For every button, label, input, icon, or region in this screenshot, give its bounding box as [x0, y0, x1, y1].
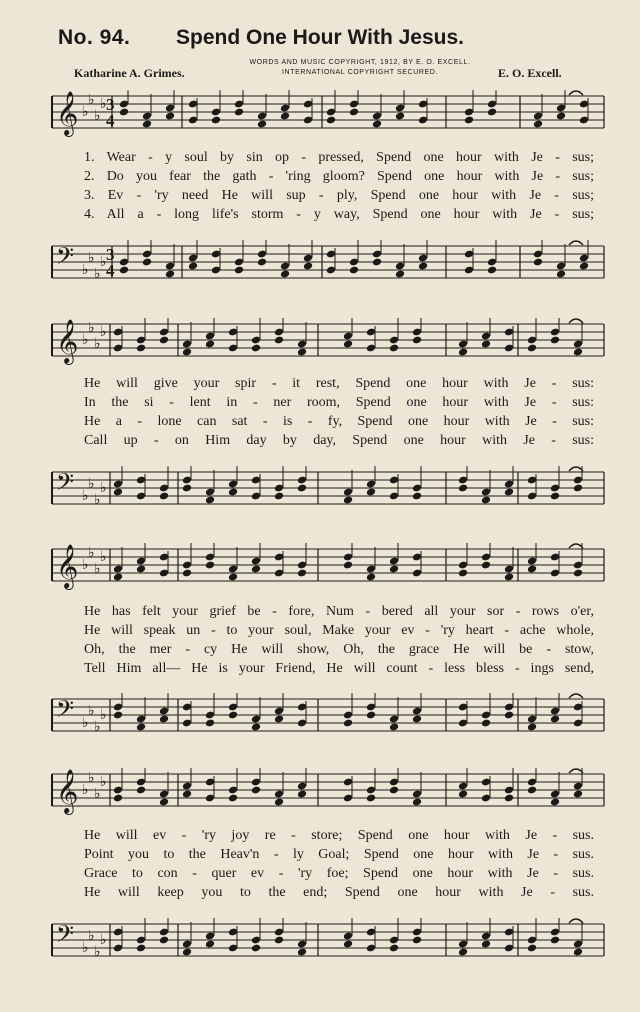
note-head	[119, 108, 129, 117]
time-signature-digit: 3	[106, 245, 115, 264]
flat-sign-icon: ♭	[82, 940, 89, 956]
hymn-title: Spend One Hour With Jesus.	[176, 26, 465, 49]
flat-sign-icon: ♭	[94, 944, 101, 960]
treble-staff-system-4	[0, 768, 640, 818]
bass-clef-icon: 𝄢	[56, 242, 75, 275]
note-head	[389, 944, 399, 953]
note-head	[159, 336, 169, 345]
flat-sign-icon: ♭	[88, 320, 95, 336]
lyric-line: Oh, the mer - cy He will show, Oh, the grace He will be - stow,	[84, 642, 594, 657]
note-head	[573, 484, 583, 493]
flat-sign-icon: ♭	[88, 250, 95, 266]
lyric-line: In the si - lent in - ner room, Spend one hour with Je - sus:	[84, 395, 594, 410]
treble-staff-system-1	[0, 90, 640, 140]
flat-sign-icon: ♭	[88, 545, 95, 561]
fermata-icon	[569, 919, 583, 923]
fermata-icon	[569, 467, 583, 471]
flat-sign-icon: ♭	[82, 557, 89, 573]
note-head	[136, 944, 146, 953]
note-head	[159, 492, 169, 501]
note-head	[487, 108, 497, 117]
author-credit: Katharine A. Grimes.	[74, 66, 185, 80]
note-head	[113, 794, 123, 803]
fermata-icon	[569, 694, 583, 698]
note-head	[297, 948, 307, 957]
note-head	[343, 496, 353, 505]
note-head	[205, 561, 215, 570]
note-head	[395, 112, 405, 121]
note-head	[228, 711, 238, 720]
flat-sign-icon: ♭	[88, 770, 95, 786]
note-head	[165, 112, 175, 121]
note-head	[550, 798, 560, 807]
flat-sign-icon: ♭	[82, 715, 89, 731]
flat-sign-icon: ♭	[82, 488, 89, 504]
note-head	[556, 112, 566, 121]
bass-staff-system-1	[0, 240, 640, 290]
copyright-line: WORDS AND MUSIC COPYRIGHT, 1912, BY E. O. EXCELL.	[249, 59, 471, 66]
lyric-line: 3. Ev - 'ry need He will sup - ply, Spend one hour with Je - sus;	[84, 188, 594, 203]
hymn-number: No. 94.	[58, 26, 131, 49]
flat-sign-icon: ♭	[94, 719, 101, 735]
note-head	[257, 120, 267, 129]
note-head	[372, 258, 382, 267]
note-head	[274, 336, 284, 345]
note-head	[504, 573, 514, 582]
note-head	[274, 715, 284, 724]
note-head	[136, 723, 146, 732]
lyric-line: He will keep you to the end; Spend one hour with Je - sus.	[84, 885, 594, 900]
note-head	[372, 120, 382, 129]
note-head	[573, 948, 583, 957]
flat-sign-icon: ♭	[100, 774, 107, 790]
note-head	[481, 496, 491, 505]
note-head	[274, 936, 284, 945]
note-head	[395, 270, 405, 279]
lyric-line: He will ev - 'ry joy re - store; Spend one hour with Je - sus.	[84, 828, 594, 843]
flat-sign-icon: ♭	[82, 782, 89, 798]
note-head	[113, 711, 123, 720]
note-head	[119, 266, 129, 275]
lyrics-block-3	[84, 602, 594, 678]
note-head	[159, 936, 169, 945]
note-head	[228, 488, 238, 497]
lyric-line: 2. Do you fear the gath - 'ring gloom? Spend one hour with Je - sus;	[84, 169, 594, 184]
note-head	[159, 715, 169, 724]
flat-sign-icon: ♭	[82, 262, 89, 278]
note-head	[349, 266, 359, 275]
note-head	[205, 719, 215, 728]
bass-clef-icon: 𝄢	[56, 920, 75, 953]
note-head	[188, 262, 198, 271]
bass-staff-system-4	[0, 918, 640, 968]
note-head	[251, 723, 261, 732]
note-head	[205, 496, 215, 505]
flat-sign-icon: ♭	[94, 786, 101, 802]
note-head	[142, 258, 152, 267]
note-head	[412, 936, 422, 945]
lyric-line: 1. Wear - y soul by sin op - pressed, Spend one hour with Je - sus;	[84, 150, 594, 165]
note-head	[389, 565, 399, 574]
note-head	[504, 488, 514, 497]
note-head	[527, 565, 537, 574]
flat-sign-icon: ♭	[100, 480, 107, 496]
note-head	[550, 492, 560, 501]
note-head	[182, 348, 192, 357]
flat-sign-icon: ♭	[100, 549, 107, 565]
note-head	[527, 344, 537, 353]
note-head	[389, 786, 399, 795]
note-head	[458, 948, 468, 957]
note-head	[234, 266, 244, 275]
note-head	[205, 940, 215, 949]
note-head	[458, 348, 468, 357]
note-head	[251, 565, 261, 574]
lyric-line: He has felt your grief be - fore, Num - bered all your sor - rows o'er,	[84, 604, 594, 619]
fermata-icon	[569, 241, 583, 245]
note-head	[481, 719, 491, 728]
note-head	[533, 120, 543, 129]
note-head	[211, 116, 221, 125]
treble-clef-icon: 𝄞	[56, 319, 79, 363]
note-head	[136, 344, 146, 353]
fermata-icon	[569, 544, 583, 548]
note-head	[412, 492, 422, 501]
lyric-line: He will give your spir - it rest, Spend one hour with Je - sus:	[84, 376, 594, 391]
note-head	[579, 262, 589, 271]
note-head	[464, 116, 474, 125]
note-head	[228, 794, 238, 803]
note-head	[550, 936, 560, 945]
flat-sign-icon: ♭	[88, 92, 95, 108]
note-head	[366, 573, 376, 582]
note-head	[481, 940, 491, 949]
note-head	[297, 790, 307, 799]
flat-sign-icon: ♭	[94, 108, 101, 124]
fermata-icon	[569, 91, 583, 95]
note-head	[274, 492, 284, 501]
copyright-notice	[240, 58, 480, 78]
flat-sign-icon: ♭	[100, 324, 107, 340]
flat-sign-icon: ♭	[94, 266, 101, 282]
bass-staff-system-3	[0, 693, 640, 743]
flat-sign-icon: ♭	[94, 492, 101, 508]
note-head	[343, 940, 353, 949]
treble-clef-icon: 𝄞	[56, 769, 79, 813]
note-head	[487, 266, 497, 275]
note-head	[113, 573, 123, 582]
note-head	[412, 798, 422, 807]
note-head	[251, 786, 261, 795]
bass-clef-icon: 𝄢	[56, 695, 75, 728]
note-head	[504, 711, 514, 720]
note-head	[343, 340, 353, 349]
note-head	[458, 790, 468, 799]
flat-sign-icon: ♭	[82, 104, 89, 120]
lyric-line: Tell Him all— He is your Friend, He will count - less bless - ings send,	[84, 661, 594, 676]
note-head	[366, 711, 376, 720]
note-head	[136, 786, 146, 795]
lyric-line: Call up - on Him day by day, Spend one hour with Je - sus:	[84, 433, 594, 448]
lyrics-block-4	[84, 826, 594, 902]
treble-clef-icon: 𝄞	[56, 544, 79, 588]
note-head	[349, 108, 359, 117]
lyric-line: 4. All a - long life's storm - y way, Spend one hour with Je - sus;	[84, 207, 594, 222]
bass-staff-system-2	[0, 466, 640, 516]
composer-credit: E. O. Excell.	[498, 66, 562, 80]
flat-sign-icon: ♭	[100, 707, 107, 723]
note-head	[504, 794, 514, 803]
note-head	[458, 569, 468, 578]
bass-clef-icon: 𝄢	[56, 468, 75, 501]
flat-sign-icon: ♭	[88, 476, 95, 492]
note-head	[343, 719, 353, 728]
lyric-line: He will speak un - to your soul, Make your ev - 'ry heart - ache whole,	[84, 623, 594, 638]
time-signature-digit: 4	[106, 111, 115, 130]
note-head	[481, 561, 491, 570]
treble-staff-system-3	[0, 543, 640, 593]
treble-clef-icon: 𝄞	[56, 91, 79, 135]
lyric-line: He a - lone can sat - is - fy, Spend one hour with Je - sus:	[84, 414, 594, 429]
lyric-line: Point you to the Heav'n - ly Goal; Spend one hour with Je - sus.	[84, 847, 594, 862]
note-head	[343, 561, 353, 570]
note-head	[573, 348, 583, 357]
note-head	[274, 798, 284, 807]
lyrics-block-1	[84, 148, 594, 224]
flat-sign-icon: ♭	[100, 254, 107, 270]
note-head	[297, 348, 307, 357]
note-head	[326, 116, 336, 125]
note-head	[297, 569, 307, 578]
note-head	[182, 569, 192, 578]
note-head	[527, 723, 537, 732]
note-head	[136, 565, 146, 574]
flat-sign-icon: ♭	[94, 561, 101, 577]
note-head	[389, 723, 399, 732]
note-head	[280, 112, 290, 121]
note-head	[142, 120, 152, 129]
note-head	[412, 336, 422, 345]
flat-sign-icon: ♭	[88, 703, 95, 719]
note-head	[550, 336, 560, 345]
note-head	[458, 484, 468, 493]
lyrics-block-2	[84, 374, 594, 450]
note-head	[527, 944, 537, 953]
note-head	[418, 262, 428, 271]
time-signature-digit: 4	[106, 261, 115, 280]
note-head	[251, 344, 261, 353]
fermata-icon	[569, 769, 583, 773]
note-head	[573, 569, 583, 578]
note-head	[481, 340, 491, 349]
note-head	[182, 484, 192, 493]
note-head	[228, 573, 238, 582]
note-head	[527, 786, 537, 795]
note-head	[533, 258, 543, 267]
note-head	[182, 948, 192, 957]
note-head	[251, 944, 261, 953]
note-head	[113, 488, 123, 497]
note-head	[389, 344, 399, 353]
note-head	[165, 270, 175, 279]
note-head	[159, 798, 169, 807]
time-signature-digit: 3	[106, 95, 115, 114]
note-head	[303, 262, 313, 271]
fermata-icon	[569, 319, 583, 323]
note-head	[280, 270, 290, 279]
flat-sign-icon: ♭	[82, 332, 89, 348]
note-head	[366, 794, 376, 803]
note-head	[366, 488, 376, 497]
lyric-line: Grace to con - quer ev - 'ry foe; Spend one hour with Je - sus.	[84, 866, 594, 881]
note-head	[573, 790, 583, 799]
copyright-line: INTERNATIONAL COPYRIGHT SECURED.	[282, 69, 438, 76]
note-head	[257, 258, 267, 267]
note-head	[297, 484, 307, 493]
note-head	[205, 340, 215, 349]
flat-sign-icon: ♭	[88, 928, 95, 944]
note-head	[234, 108, 244, 117]
note-head	[182, 790, 192, 799]
flat-sign-icon: ♭	[94, 336, 101, 352]
note-head	[412, 715, 422, 724]
note-head	[550, 715, 560, 724]
flat-sign-icon: ♭	[100, 932, 107, 948]
treble-staff-system-2	[0, 318, 640, 368]
flat-sign-icon: ♭	[100, 96, 107, 112]
note-head	[556, 270, 566, 279]
